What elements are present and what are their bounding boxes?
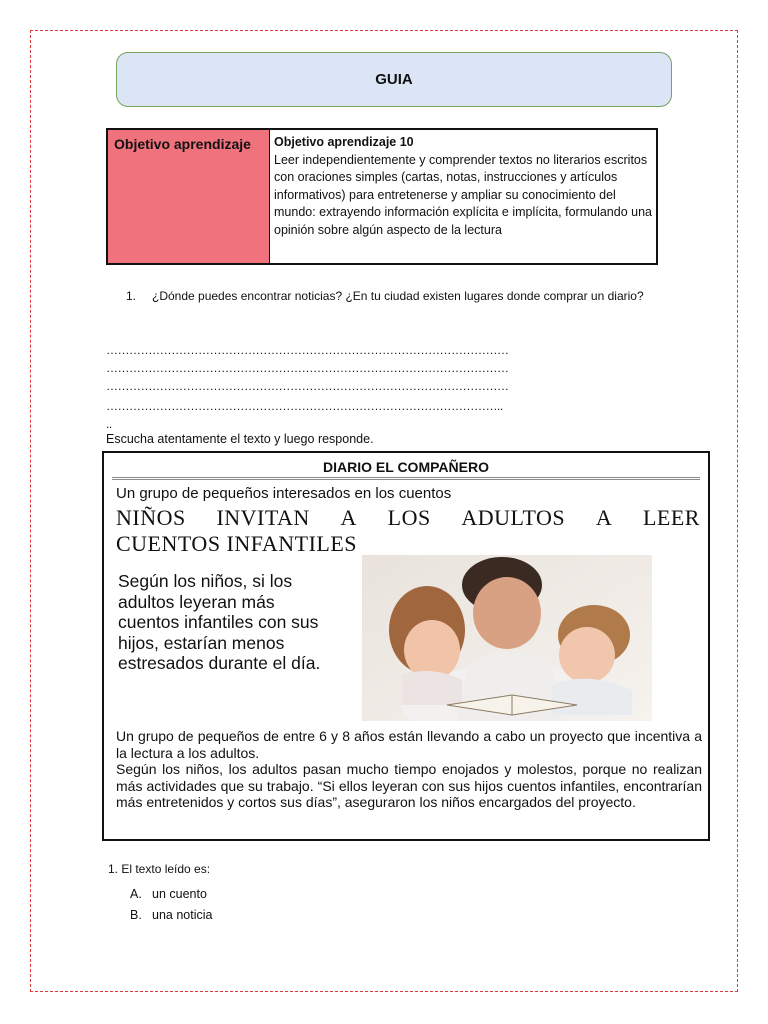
question-1-number: 1. (126, 289, 137, 303)
question-1 (126, 286, 664, 306)
article-paragraph: Según los niños, los adultos pasan mucho tiempo enojados y molestos, porque no realizan más actividades que su trabajo. “Si ellos leyeran con sus hijos cuentos infantiles, encontrarían más entretenidos y cortos sus días”, aseguraron los niños encargados del proyecto. (116, 761, 702, 810)
article-quote: Según los niños, si los adultos leyeran más cuentos infantiles con sus hijos, estarían menos estresados durante el día. (118, 571, 321, 673)
option-a[interactable] (130, 887, 207, 901)
page-title (116, 52, 672, 107)
objective-body (270, 130, 656, 263)
option-text: un cuento (152, 887, 207, 901)
article-paragraph: Un grupo de pequeños de entre 6 y 8 años están llevando a cabo un proyecto que incentiva a la lectura a los adultos. (116, 728, 702, 761)
headline-word: A (595, 505, 613, 530)
question-2: 1. El texto leído es: (108, 862, 211, 876)
article-headline (116, 505, 700, 557)
headline-word: NIÑOS (116, 505, 186, 530)
page-title-text: GUIA (375, 71, 413, 88)
answer-line[interactable]: .. (106, 418, 112, 430)
answer-line[interactable]: …………………………………………………………………………………………… (106, 380, 509, 392)
objective-heading: Objetivo aprendizaje 10 (274, 135, 414, 149)
objective-text: Leer independientemente y comprender textos no literarios escritos con oraciones simples (cartas, notas, instrucciones y artículos informativos) para entretenerse y ampliar su conocimiento del mundo: extrayendo información explícita e implícita, formulando una opinión sobre algún aspecto de la lectura (274, 152, 652, 237)
headline-line-2: CUENTOS INFANTILES (116, 531, 358, 556)
father-children-reading-photo (362, 555, 652, 721)
option-letter: A. (130, 887, 142, 901)
headline-word: LOS (387, 505, 431, 530)
option-text: una noticia (152, 908, 213, 922)
headline-word: INVITAN (216, 505, 310, 530)
option-b[interactable] (130, 908, 212, 922)
answer-line[interactable]: ………………………………………………………………………………………….. (106, 400, 503, 412)
headline-word: ADULTOS (461, 505, 566, 530)
headline-word: LEER (642, 505, 700, 530)
article-body (116, 728, 702, 811)
objective-label: Objetivo aprendizaje (108, 130, 270, 263)
article-subheading: Un grupo de pequeños interesados en los cuentos (116, 485, 452, 502)
objective-table (106, 128, 658, 265)
newspaper-name: DIARIO EL COMPAÑERO (112, 457, 700, 480)
answer-line[interactable]: …………………………………………………………………………………………… (106, 362, 509, 374)
instruction-text: Escucha atentamente el texto y luego responde. (106, 432, 374, 446)
news-article (102, 451, 710, 841)
answer-line[interactable]: …………………………………………………………………………………………… (106, 344, 509, 356)
headline-word: A (340, 505, 357, 530)
option-letter: B. (130, 908, 142, 922)
question-1-text: ¿Dónde puedes encontrar noticias? ¿En tu ciudad existen lugares donde comprar un diario? (152, 289, 644, 303)
